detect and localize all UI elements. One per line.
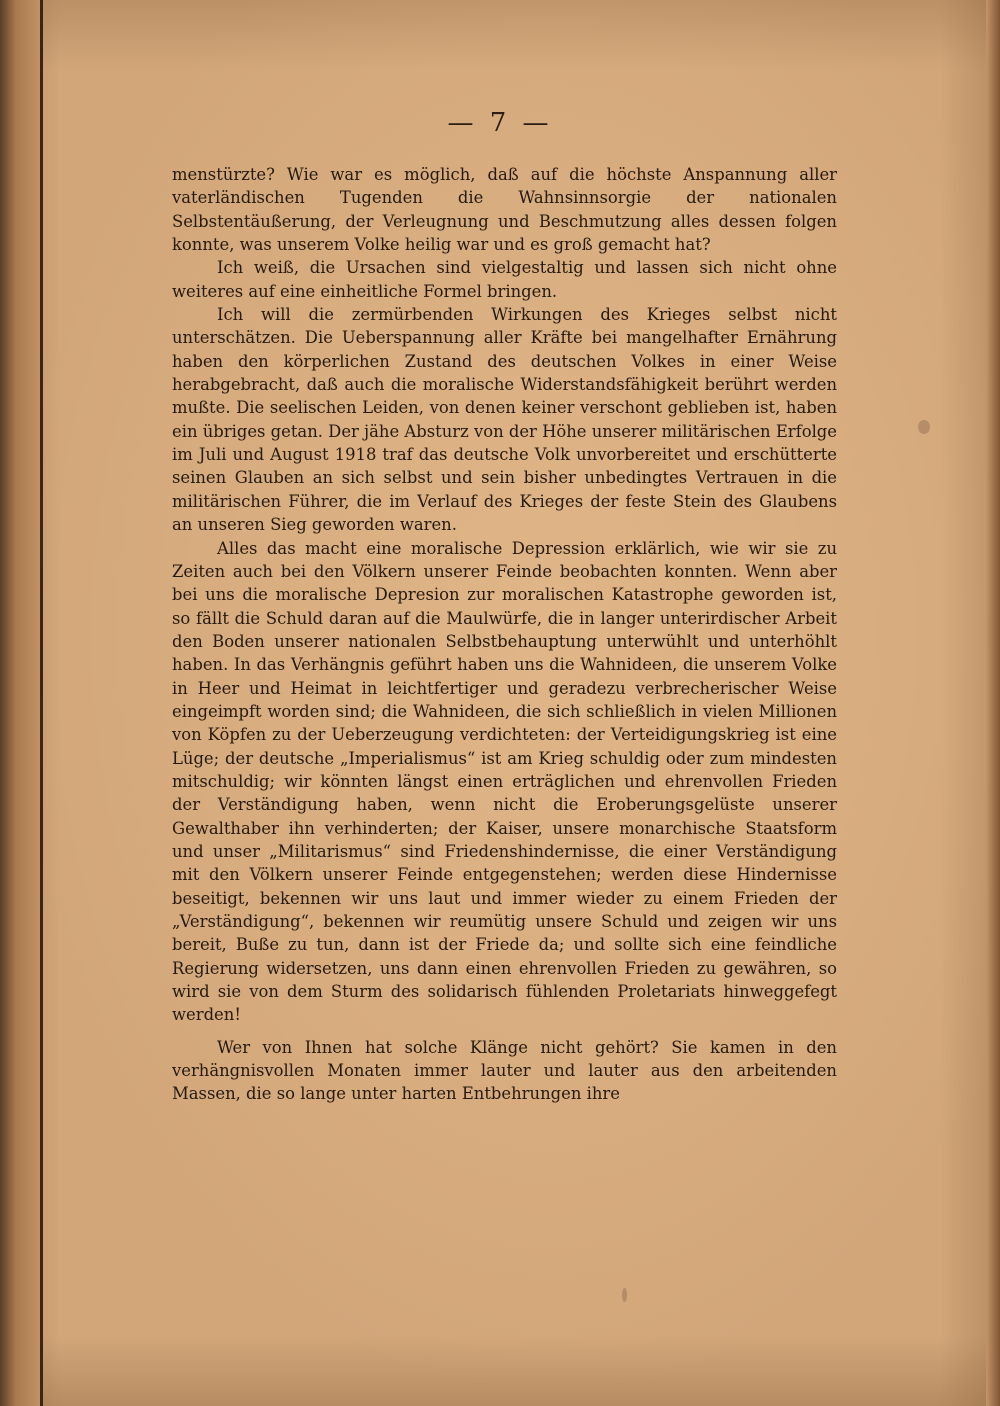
- paper-stain: [918, 420, 930, 434]
- paper-stain: [622, 1288, 627, 1302]
- paragraph: Wer von Ihnen hat solche Klänge nicht gehört? Sie kamen in den verhängnisvollen Monaten immer lauter und lauter aus den arbeitenden Massen, die so lange unter harten Entbehrungen ihre: [172, 1037, 837, 1104]
- page-number: — 7 —: [447, 108, 553, 138]
- binding-fold: [40, 0, 43, 1406]
- body-text: [172, 163, 837, 1106]
- paragraph: Ich weiß, die Ursachen sind vielgestaltig und lassen sich nicht ohne weiteres auf eine einheitliche Formel bringen.: [172, 258, 837, 301]
- paragraph: Ich will die zermürbenden Wirkungen des Krieges selbst nicht unterschätzen. Die Ueberspannung aller Kräfte bei mangelhafter Ernährung haben den körperlichen Zustand des deutschen Volkes in einer Weise herabgebracht, daß auch die moralische Widerstandsfähigkeit berührt werden mußte. Die seelischen Leiden, von denen keiner verschont geblieben ist, haben ein übriges getan. Der jähe Absturz von der Höhe unserer militärischen Erfolge im Juli und August 1918 traf das deutsche Volk unvorbereitet und erschütterte seinen Glauben an sich selbst und sein bisher unbedingtes Vertrauen in die militärischen Führer, die im Verlauf des Krieges der feste Stein des Glaubens an unseren Sieg geworden waren.: [172, 305, 837, 535]
- paragraph: menstürzte? Wie war es möglich, daß auf die höchste Anspannung aller vaterländischen Tugenden die Wahnsinnsorgie der nationalen Selbstentäußerung, der Verleugnung und Beschmutzung alles dessen folgen konnte, was unserem Volke heilig war und es groß gemacht hat?: [172, 165, 837, 255]
- page-right-edge: [986, 0, 1000, 1406]
- paragraph: Alles das macht eine moralische Depression erklärlich, wie wir sie zu Zeiten auch bei den Völkern unserer Feinde beobachten konnten. Wenn aber bei uns die moralische Depresion zur moralischen Katastrophe geworden ist, so fällt die Schuld daran auf die Maulwürfe, die in langer unterirdischer Arbeit den Boden unserer nationalen Selbstbehauptung unterwühlt und unterhöhlt haben. In das Verhängnis geführt haben uns die Wahnideen, die unserem Volke in Heer und Heimat in leichtfertiger und geradezu verbrecherischer Weise eingeimpft worden sind; die Wahnideen, die sich schließlich in vielen Millionen von Köpfen zu der Ueberzeugung verdichteten: der Verteidigungskrieg ist eine Lüge; der deutsche „Imperialismus“ ist am Krieg schuldig oder zum mindesten mitschuldig; wir könnten längst einen erträglichen und ehrenvollen Frieden der Verständigung haben, wenn nicht die Eroberungsgelüste unserer Gewalthaber ihn verhinderten; der Kaiser, unsere monarchische Staatsform und unser „Militarismus“ sind Friedenshindernisse, die einer Verständigung mit den Völkern unserer Feinde entgegenstehen; werden diese Hindernisse beseitigt, bekennen wir uns laut und immer wieder zu einem Frieden der „Verständigung“, bekennen wir reumütig unsere Schuld und zeigen wir uns bereit, Buße zu tun, dann ist der Friede da; und sollte sich eine feindliche Regierung widersetzen, uns dann einen ehrenvollen Frieden zu gewähren, so wird sie von dem Sturm des solidarisch fühlenden Proletariats hinweggefegt werden!: [172, 538, 837, 1025]
- previous-page-edge: [0, 0, 40, 1406]
